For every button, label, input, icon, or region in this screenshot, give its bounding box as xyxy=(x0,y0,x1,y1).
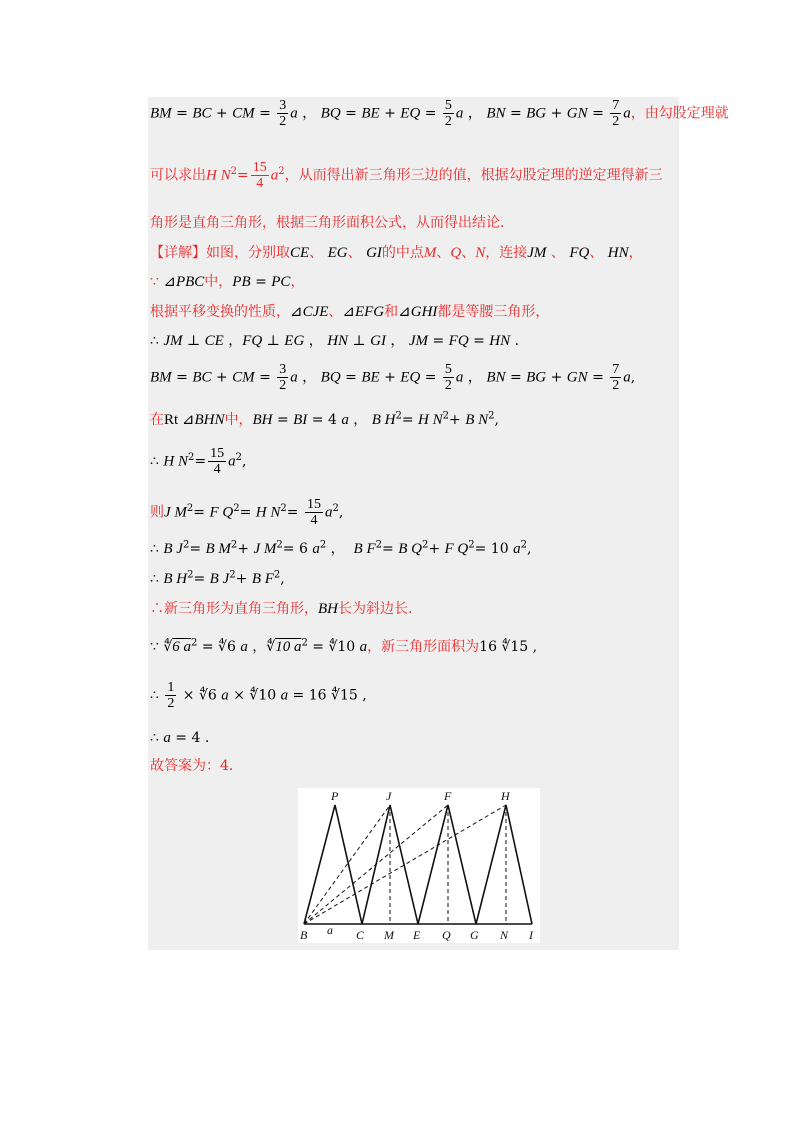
conclusion-text: ∴新三角形为直角三角形， xyxy=(150,601,318,617)
detail-text: 如图，分别取 xyxy=(206,245,290,261)
detail-line: 【详解】如图，分别取CE、 EG、 GI的中点M、Q、N，连接JM 、 FQ、 HN， xyxy=(150,245,643,261)
rt-triangle-line: 在Rt ⊿BHN中，BH = BI = 4 a ， B $H^2= H$ $N^2+ B$ $N^2$, xyxy=(150,410,499,428)
translation-line: 根据平移变换的性质，⊿CJE、⊿EFG和⊿GHI都是等腰三角形， xyxy=(150,304,550,320)
label-a: a xyxy=(327,923,333,937)
jm-squared-line: 则J $M^2= F$ $Q^2= H$ $N^2=$ $\frac{15}{4}$ $a^2$, xyxy=(150,497,344,528)
zigzag-triangles xyxy=(304,805,532,924)
dashed-bh xyxy=(304,805,506,924)
radical-line: ∵ ∜6 $a^2$ = ∜6 a ，∜10 $a^2$ = ∜10 a，新三角形面积为16 ∜15 , xyxy=(150,637,538,655)
answer-line: 故答案为：4． xyxy=(150,758,243,774)
label-n: N xyxy=(500,928,509,942)
hn-squared-line: ∴ H $N^2=$ $\frac{15}{4}$ $a^2$, xyxy=(150,446,247,477)
perpendicular-line: ∴ JM ⊥ CE ，FQ ⊥ EG ， HN ⊥ GI ， JM = FQ = HN . xyxy=(150,333,520,349)
detail-text: ，连接 xyxy=(485,245,528,261)
label-i: I xyxy=(529,928,533,942)
detail-label: 【详解】 xyxy=(150,245,206,261)
conclusion-text: 长为斜边长． xyxy=(338,601,422,617)
and-text: 和 xyxy=(384,304,399,320)
dashed-bj xyxy=(304,805,390,924)
label-c: C xyxy=(356,928,365,942)
right-triangle-conclusion: ∴新三角形为直角三角形，BH长为斜边长． xyxy=(150,601,422,617)
a-value-line: ∴ a = 4 . xyxy=(150,730,210,746)
label-j: J xyxy=(386,789,392,803)
since-symbol: ∵ xyxy=(150,274,159,290)
given-line: ∵ ⊿PBC中，PB = PC， xyxy=(150,274,305,290)
middle-text: 中， xyxy=(224,412,253,428)
analysis-text: ，从而得出新三角形三边的值，根据勾股定理的逆定理得新三 xyxy=(284,167,663,184)
translation-text: 根据平移变换的性质， xyxy=(150,304,290,320)
eq-line-8: BM = BC + CM = $\frac{3}{2}$ a ， BQ = BE + EQ = $\frac{5}{2}$ a ， BN = BG + GN = $\frac{7}{2}$ a, xyxy=(150,362,636,393)
analysis-line-2: 可以求出H $N^2=$ $\frac{15}{4}$ $a^2$，从而得出新三角形三边的值，根据勾股定理的逆定理得新三 xyxy=(150,160,663,191)
area-text: ，新三角形面积为 xyxy=(367,639,480,655)
label-q: Q xyxy=(442,928,451,942)
then-text: 则 xyxy=(150,504,164,521)
label-p: P xyxy=(331,789,339,803)
analysis-text: 可以求出 xyxy=(150,167,206,184)
bh-squared-line: ∴ B $H^2= B$ $J^2+ B$ $F^2$, xyxy=(150,569,285,587)
area-equation-line: ∴ $\frac{1}{2}$ × ∜6 a × ∜10 a = 16 ∜15 , xyxy=(150,680,367,711)
dashed-bf xyxy=(304,805,448,924)
label-b: B xyxy=(300,928,308,942)
in-text: 在 xyxy=(150,412,164,428)
bj-bf-line: ∴ B $J^2= B$ $M^2+ J$ $M^2= 6$ $a^2$ ， B $F^2= B$ $Q^2+ F$ $Q^2= 10$ $a^2$, xyxy=(150,539,532,557)
eq-line-1: BM = BC + CM = $\frac{3}{2}$ a ， BQ = BE + EQ = $\frac{5}{2}$ a ， BN = BG + GN = $\frac{7}{2}$ a，由勾股定理就 xyxy=(150,98,729,129)
analysis-text: ，由勾股定理就 xyxy=(630,105,729,122)
label-h: H xyxy=(501,789,510,803)
label-m: M xyxy=(384,928,394,942)
label-e: E xyxy=(413,928,421,942)
label-f: F xyxy=(444,789,452,803)
triangle-figure xyxy=(298,788,540,943)
translation-text: 都是等腰三角形， xyxy=(437,304,550,320)
analysis-line-3: 角形是直角三角形，根据三角形面积公式，从而得出结论． xyxy=(150,215,514,231)
triangle-figure-svg xyxy=(298,788,540,943)
detail-text: 的中点 xyxy=(381,245,424,261)
given-text: 中， xyxy=(204,274,233,290)
label-g: G xyxy=(470,928,479,942)
